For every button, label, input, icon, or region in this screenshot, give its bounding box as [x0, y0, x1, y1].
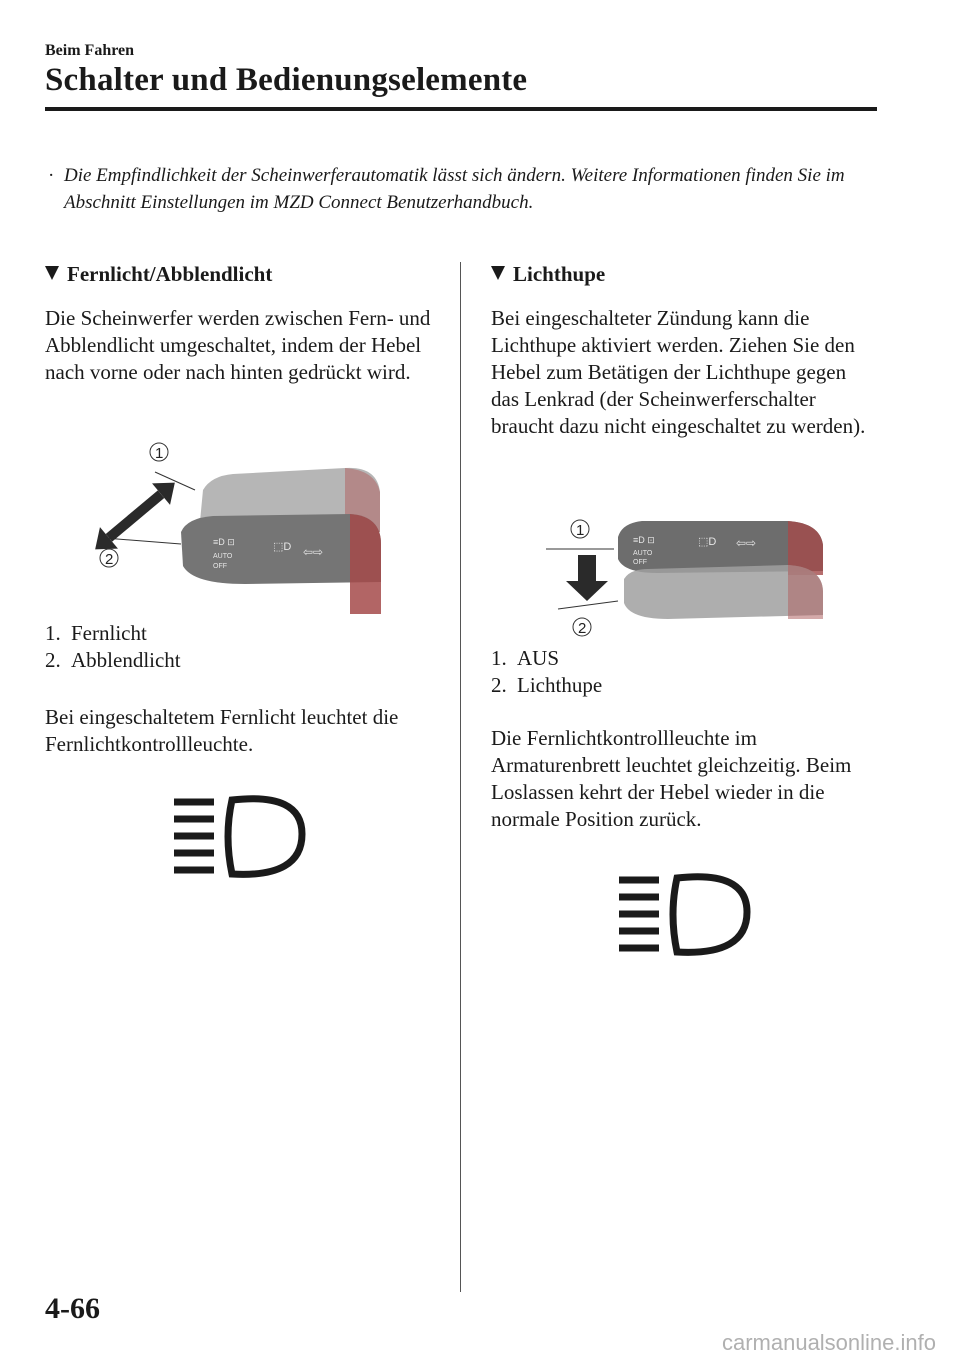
list-item: 2. Lichthupe: [491, 673, 603, 697]
svg-text:⬚D: ⬚D: [698, 536, 717, 548]
switch-label-off: OFF: [213, 563, 227, 570]
section-label: Beim Fahren: [45, 42, 135, 59]
switch-label-auto: AUTO: [633, 550, 653, 557]
list-item: 2. Abblendlicht: [45, 648, 181, 672]
svg-text:⬚D: ⬚D: [273, 541, 292, 553]
svg-text:2: 2: [105, 551, 114, 568]
triangle-marker-icon: [491, 266, 505, 280]
lever-figure-fernlicht: [95, 432, 385, 617]
svg-text:⇦⇨: ⇦⇨: [736, 536, 757, 550]
note-bullet: ·: [48, 165, 55, 186]
right-outro: Die Fernlichtkontrollleuchte im Armaturenbrett leuchtet gleichzeitig. Beim Loslassen kehrt der Hebel wieder in die normale Position zurück.: [491, 726, 852, 831]
svg-text:⇦⇨: ⇦⇨: [303, 545, 324, 559]
high-beam-indicator-icon: [615, 872, 755, 958]
note: [48, 162, 868, 216]
svg-text:1: 1: [155, 445, 164, 462]
left-legend: [45, 620, 445, 674]
lever-figure-lichthupe: [538, 515, 828, 645]
left-intro: Die Scheinwerfer werden zwischen Fern- und Abblendlicht umgeschaltet, indem der Hebel nach vorne oder nach hinten gedrückt wird.: [45, 306, 431, 384]
left-outro: Bei eingeschaltetem Fernlicht leuchtet die Fernlichtkontrollleuchte.: [45, 705, 399, 756]
svg-text:1: 1: [576, 522, 585, 539]
right-legend: [491, 645, 871, 699]
page-number: 4-66: [45, 1292, 100, 1325]
svg-text:≡D ⊡: ≡D ⊡: [213, 537, 235, 547]
callout-2: [573, 618, 591, 637]
down-arrow-icon: [566, 555, 608, 601]
high-beam-indicator-icon: [170, 794, 310, 880]
note-text: Die Empfindlichkeit der Scheinwerferautomatik lässt sich ändern. Weitere Informationen finden Sie im Abschnitt Einstellungen im MZD Connect Benutzerhandbuch.: [64, 165, 845, 213]
triangle-marker-icon: [45, 266, 59, 280]
heading-text: Fernlicht/Abblendlicht: [67, 262, 273, 286]
heading-fernlicht: [45, 262, 445, 287]
heading-text: Lichthupe: [513, 262, 606, 286]
svg-text:≡D ⊡: ≡D ⊡: [633, 535, 655, 545]
list-item: 1. Fernlicht: [45, 621, 147, 645]
right-intro: Bei eingeschalteter Zündung kann die Lichthupe aktiviert werden. Ziehen Sie den Hebel zum Betätigen der Lichthupe gegen das Lenkrad (der Scheinwerferschalter braucht dazu nicht eingeschaltet zu werden).: [491, 306, 866, 438]
callout-1: [571, 520, 589, 539]
heading-lichthupe: [491, 262, 891, 287]
switch-label-auto: AUTO: [213, 553, 233, 560]
list-item: 1. AUS: [491, 646, 560, 670]
page-title: Schalter und Bedienungselemente: [45, 62, 528, 98]
header-rule: [45, 107, 877, 111]
switch-label-off: OFF: [633, 559, 647, 566]
svg-text:2: 2: [578, 620, 587, 637]
watermark: carmanualsonline.info: [721, 1330, 936, 1355]
column-divider: [460, 262, 461, 1292]
